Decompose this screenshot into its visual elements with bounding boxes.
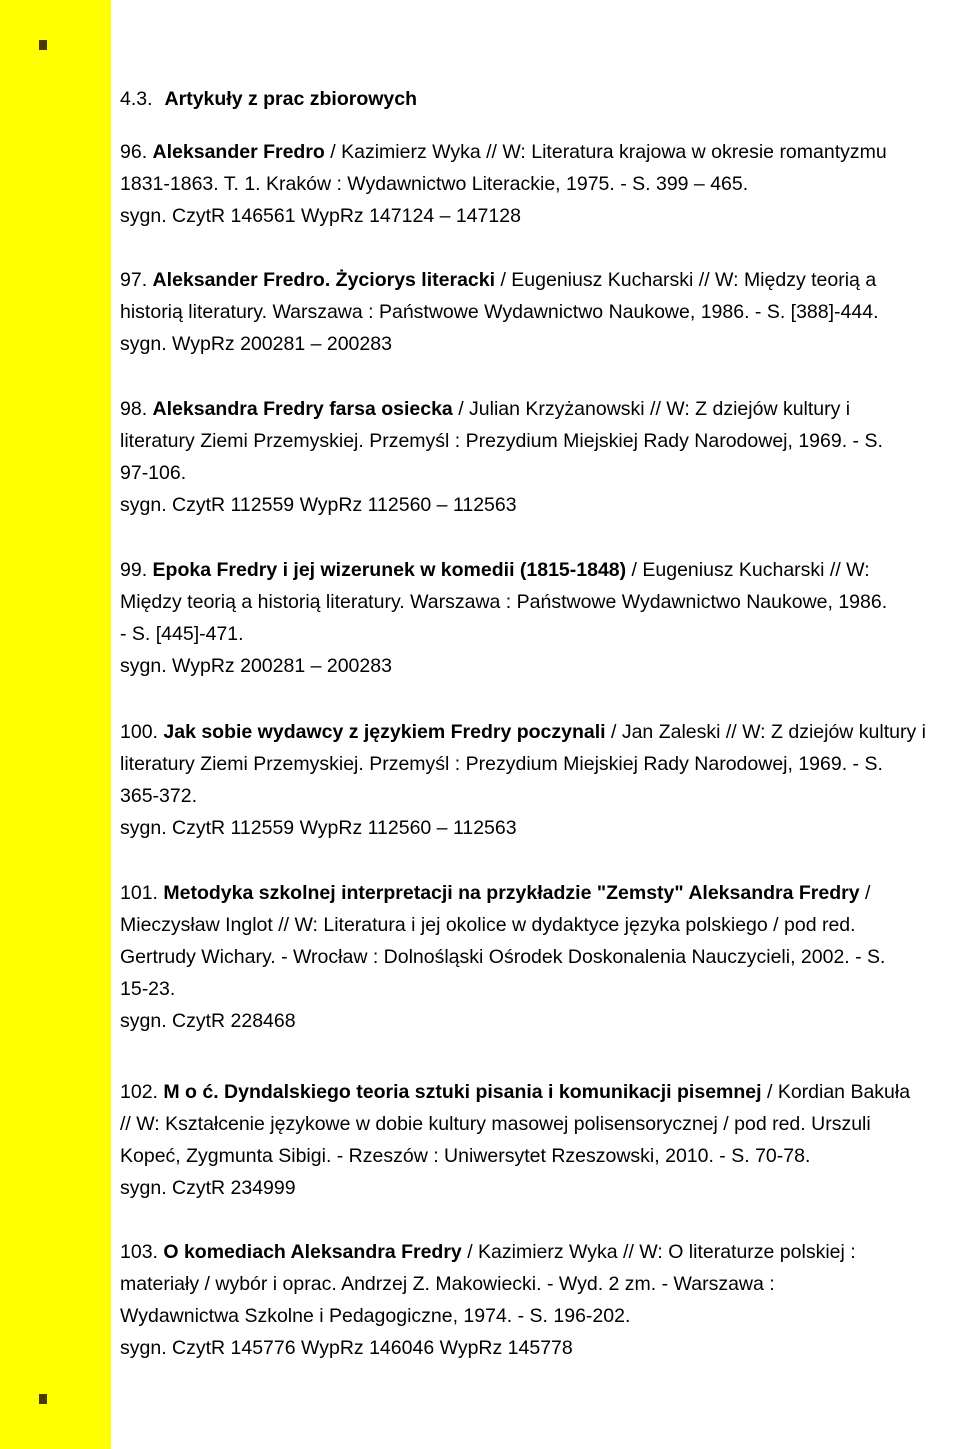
entry-first-line <box>120 264 960 296</box>
entry-line: historią literatury. Warszawa : Państwowe Wydawnictwo Naukowe, 1986. - S. [388]-444. <box>120 301 879 323</box>
entry-title: Metodyka szkolnej interpretacji na przykładzie "Zemsty" Aleksandra Fredry <box>163 882 860 904</box>
entry-number: 97. <box>120 269 148 291</box>
entry-signature: sygn. CzytR 228468 <box>120 1010 296 1032</box>
entry-line: literatury Ziemi Przemyskiej. Przemyśl : Prezydium Miejskiej Rady Narodowej, 1969. - S. <box>120 430 883 452</box>
bibliography-entry <box>120 716 960 844</box>
entry-author: / Eugeniusz Kucharski // W: <box>626 559 870 581</box>
entry-signature: sygn. WypRz 200281 – 200283 <box>120 333 392 355</box>
entry-author: / Jan Zaleski // W: Z dziejów kultury i <box>605 721 926 743</box>
entry-line: 1831-1863. T. 1. Kraków : Wydawnictwo Literackie, 1975. - S. 399 – 465. <box>120 173 749 195</box>
entry-number: 100. <box>120 721 158 743</box>
bibliography-entry <box>120 136 960 232</box>
entry-signature: sygn. WypRz 200281 – 200283 <box>120 655 392 677</box>
entry-line: Wydawnictwa Szkolne i Pedagogiczne, 1974. - S. 196-202. <box>120 1305 631 1327</box>
entry-number: 102. <box>120 1081 158 1103</box>
entry-author: / Kordian Bakuła <box>761 1081 911 1103</box>
section-number: 4.3. <box>120 88 153 110</box>
bullet-marker-icon <box>39 40 47 50</box>
entry-line: - S. [445]-471. <box>120 623 244 645</box>
entry-title: Aleksander Fredro. Życiorys literacki <box>152 269 496 291</box>
entry-author: / Julian Krzyżanowski // W: Z dziejów kultury i <box>452 398 851 420</box>
entry-first-line <box>120 1076 960 1108</box>
entry-line: Między teorią a historią literatury. Warszawa : Państwowe Wydawnictwo Naukowe, 1986. <box>120 591 888 613</box>
entry-title: Jak sobie wydawcy z językiem Fredry poczynali <box>163 721 606 743</box>
section-heading <box>120 84 417 114</box>
entry-first-line <box>120 136 960 168</box>
side-color-band <box>0 0 111 1449</box>
entry-first-line <box>120 554 960 586</box>
entry-line: 15-23. <box>120 978 176 1000</box>
entry-number: 103. <box>120 1241 158 1263</box>
entry-author: / Kazimierz Wyka // W: Literatura krajowa w okresie romantyzmu <box>324 141 887 163</box>
entry-line: Kopeć, Zygmunta Sibigi. - Rzeszów : Uniwersytet Rzeszowski, 2010. - S. 70-78. <box>120 1145 811 1167</box>
entry-number: 96. <box>120 141 148 163</box>
bibliography-entry <box>120 877 960 1037</box>
entry-signature: sygn. CzytR 234999 <box>120 1177 296 1199</box>
bibliography-entry <box>120 393 960 521</box>
entry-number: 98. <box>120 398 148 420</box>
entry-line: literatury Ziemi Przemyskiej. Przemyśl : Prezydium Miejskiej Rady Narodowej, 1969. - S. <box>120 753 883 775</box>
entry-line: 97-106. <box>120 462 187 484</box>
entry-first-line <box>120 1236 960 1268</box>
entry-title: M o ć. Dyndalskiego teoria sztuki pisania i komunikacji pisemnej <box>163 1081 762 1103</box>
entry-author: / Kazimierz Wyka // W: O literaturze polskiej : <box>461 1241 856 1263</box>
entry-number: 99. <box>120 559 148 581</box>
entry-signature: sygn. CzytR 146561 WypRz 147124 – 147128 <box>120 205 521 227</box>
entry-line: // W: Kształcenie językowe w dobie kultury masowej polisensorycznej / pod red. Urszuli <box>120 1113 871 1135</box>
bibliography-entry <box>120 1236 960 1364</box>
entry-title: Epoka Fredry i jej wizerunek w komedii (1815-1848) <box>152 559 627 581</box>
bibliography-entry <box>120 264 960 360</box>
entry-first-line <box>120 877 960 909</box>
bibliography-entry <box>120 554 960 682</box>
entry-line: 365-372. <box>120 785 197 807</box>
entry-line: materiały / wybór i oprac. Andrzej Z. Makowiecki. - Wyd. 2 zm. - Warszawa : <box>120 1273 775 1295</box>
entry-signature: sygn. CzytR 112559 WypRz 112560 – 112563 <box>120 494 517 516</box>
entry-signature: sygn. CzytR 112559 WypRz 112560 – 112563 <box>120 817 517 839</box>
entry-first-line <box>120 393 960 425</box>
entry-title: Aleksandra Fredry farsa osiecka <box>152 398 453 420</box>
entry-first-line <box>120 716 960 748</box>
bullet-marker-icon <box>39 1394 47 1404</box>
entry-line: Gertrudy Wichary. - Wrocław : Dolnośląski Ośrodek Doskonalenia Nauczycieli, 2002. - S. <box>120 946 886 968</box>
entry-title: Aleksander Fredro <box>152 141 325 163</box>
entry-line: Mieczysław Inglot // W: Literatura i jej okolice w dydaktyce języka polskiego / pod red. <box>120 914 856 936</box>
entry-author: / <box>859 882 871 904</box>
entry-author: / Eugeniusz Kucharski // W: Między teorią a <box>495 269 877 291</box>
entry-title: O komediach Aleksandra Fredry <box>163 1241 462 1263</box>
bibliography-entry <box>120 1076 960 1204</box>
entry-signature: sygn. CzytR 145776 WypRz 146046 WypRz 145778 <box>120 1337 573 1359</box>
entry-number: 101. <box>120 882 158 904</box>
section-title: Artykuły z prac zbiorowych <box>164 88 418 110</box>
